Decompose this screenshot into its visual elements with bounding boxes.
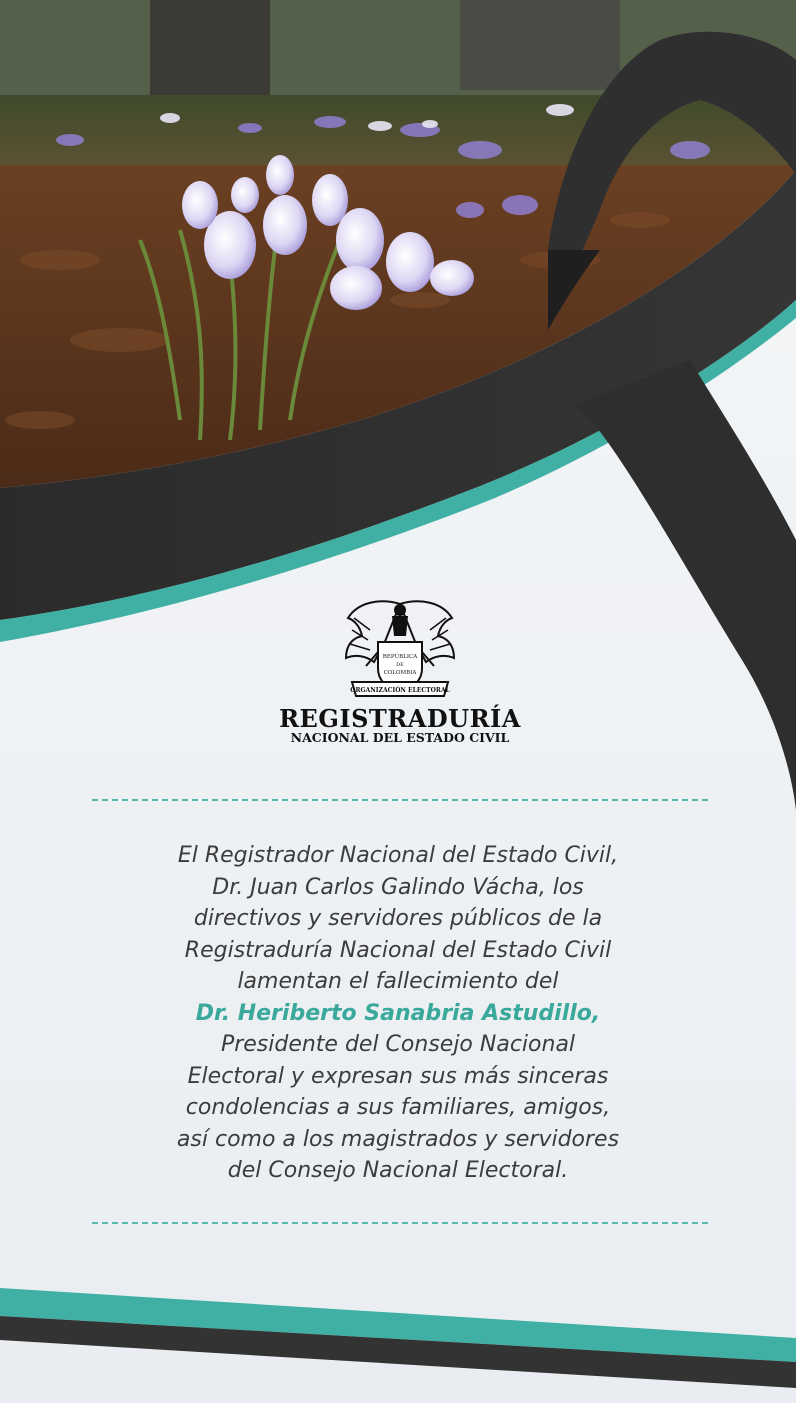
message-line: lamentan el fallecimiento del bbox=[237, 969, 559, 994]
condolence-message bbox=[120, 840, 676, 1187]
registraduria-logo bbox=[270, 596, 530, 756]
message-line: Registraduría Nacional del Estado Civil bbox=[184, 937, 612, 963]
message-line: del Consejo Nacional Electoral. bbox=[227, 1158, 569, 1183]
message-line: Electoral y expresan sus más sinceras bbox=[187, 1063, 609, 1089]
divider-bottom bbox=[92, 1222, 708, 1224]
svg-text:ORGANIZACIÓN ELECTORAL: ORGANIZACIÓN ELECTORAL bbox=[350, 687, 450, 694]
logo-subtitle: NACIONAL DEL ESTADO CIVIL bbox=[290, 730, 510, 745]
logo-title: REGISTRADURÍA bbox=[279, 704, 521, 733]
svg-text:DE: DE bbox=[396, 662, 404, 668]
svg-text:COLOMBIA: COLOMBIA bbox=[383, 670, 417, 676]
colombia-coat-of-arms-icon bbox=[340, 596, 460, 702]
message-line: directivos y servidores públicos de la bbox=[193, 906, 603, 931]
message-line: Dr. Juan Carlos Galindo Vácha, los bbox=[212, 874, 584, 900]
message-line: así como a los magistrados y servidores bbox=[176, 1126, 620, 1152]
deceased-name: Dr. Heriberto Sanabria Astudillo, bbox=[195, 1000, 601, 1026]
message-line: Presidente del Consejo Nacional bbox=[220, 1032, 576, 1057]
message-line: El Registrador Nacional del Estado Civil, bbox=[177, 843, 619, 868]
divider-top bbox=[92, 799, 708, 801]
svg-text:REPÚBLICA: REPÚBLICA bbox=[382, 654, 418, 660]
message-line: condolencias a sus familiares, amigos, bbox=[185, 1095, 611, 1120]
